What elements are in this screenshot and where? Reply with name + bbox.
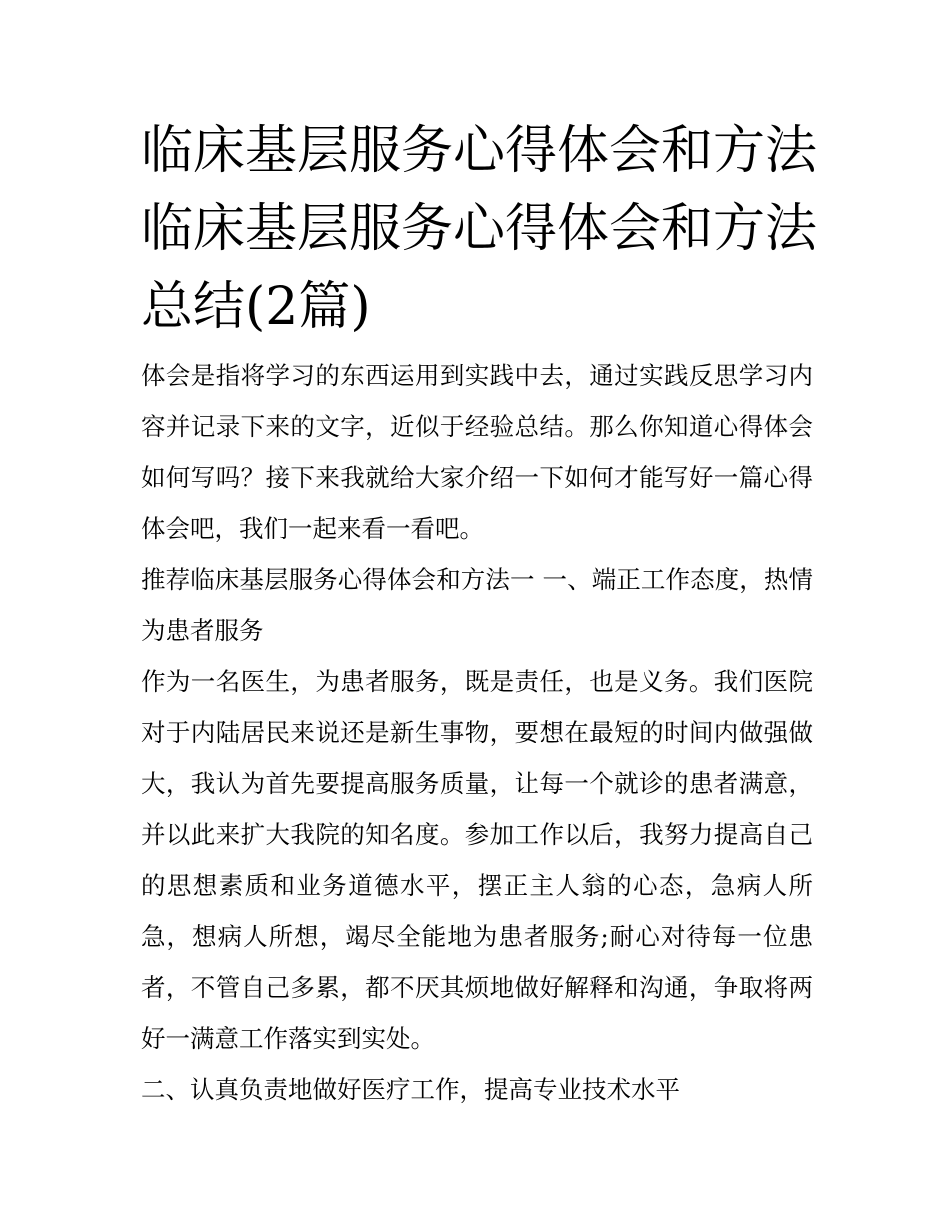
paragraph-body-1: 作为一名医生，为患者服务，既是责任，也是义务。我们医院对于内陆居民来说还是新生事物，要想在最短的时间内做强做大，我认为首先要提高服务质量，让每一个就诊的患者满意，并以此来扩大我院的知名度。参加工作以后，我努力提高自己的思想素质和业务道德水平，摆正主人翁的心态，急病人所急，想病人所想，竭尽全能地为患者服务;耐心对待每一位患者，不管自己多累，都不厌其烦地做好解释和沟通，争取将两好一满意工作落实到实处。 xyxy=(141,667,813,1053)
title-line-1: 临床基层服务心得体会和方法 xyxy=(141,121,818,181)
paragraph-heading-1: 推荐临床基层服务心得体会和方法一 一、端正工作态度，热情为患者服务 xyxy=(141,565,813,645)
document-title xyxy=(141,112,818,346)
title-line-2: 临床基层服务心得体会和方法 xyxy=(141,199,818,259)
paragraph-heading-2: 二、认真负责地做好医疗工作，提高专业技术水平 xyxy=(141,1075,680,1104)
title-line-3: 总结(2篇) xyxy=(141,277,371,337)
paragraph-intro: 体会是指将学习的东西运用到实践中去，通过实践反思学习内容并记录下来的文字，近似于经验总结。那么你知道心得体会如何写吗？接下来我就给大家介绍一下如何才能写好一篇心得体会吧，我们一起来看一看吧。 xyxy=(141,361,813,543)
document-page xyxy=(141,112,818,1115)
